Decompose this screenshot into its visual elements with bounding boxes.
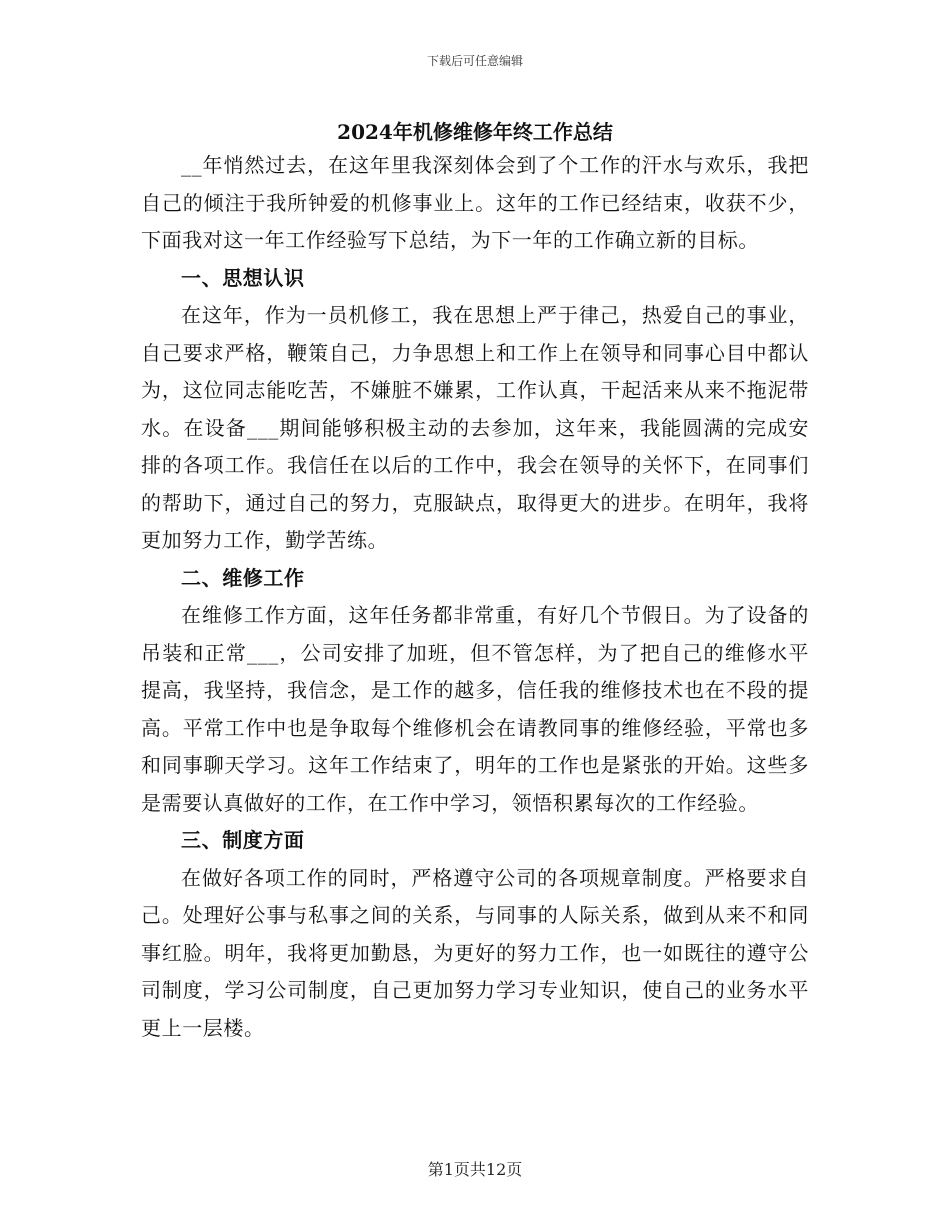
document-body [141,147,809,1047]
section-paragraph-rules: 在做好各项工作的同时，严格遵守公司的各项规章制度。严格要求自己。处理好公事与私事之间的关系，与同事的人际关系，做到从来不和同事红脸。明年，我将更加勤恳，为更好的努力工作，也一如既往的遵守公司制度，学习公司制度，自己更加努力学习专业知识，使自己的业务水平更上一层楼。 [141,865,809,1040]
section-heading-rules: 三、制度方面 [181,828,305,852]
page-number-indicator: 第1页共12页 [427,1160,523,1179]
section-paragraph-maintenance: 在维修工作方面，这年任务都非常重，有好几个节假日。为了设备的吊装和正常___，公司安排了加班，但不管怎样，为了把自己的维修水平提高，我坚持，我信念，是工作的越多，信任我的维修技术也在不段的提高。平常工作中也是争取每个维修机会在请教同事的维修经验，平常也多和同事聊天学习。这年工作结束了，明年的工作也是紧张的开始。这些多是需要认真做好的工作，在工作中学习，领悟积累每次的工作经验。 [141,603,809,815]
section-heading-maintenance: 二、维修工作 [181,565,305,590]
intro-paragraph: __年悄然过去，在这年里我深刻体会到了个工作的汗水与欢乐，我把自己的倾注于我所钟爱的机修事业上。这年的工作已经结束，收获不少，下面我对这一年工作经验写下总结，为下一年的工作确立新的目标。 [141,153,809,252]
section-heading-ideology: 一、思想认识 [181,265,305,290]
page-header-note: 下载后可任意编辑 [426,54,523,68]
section-paragraph-ideology: 在这年，作为一员机修工，我在思想上严于律己，热爱自己的事业，自己要求严格，鞭策自己，力争思想上和工作上在领导和同事心目中都认为，这位同志能吃苦，不嫌脏不嫌累，工作认真，干起活来从来不拖泥带水。在设备___期间能够积极主动的去参加，这年来，我能圆满的完成安排的各项工作。我信任在以后的工作中，我会在领导的关怀下，在同事们的帮助下，通过自己的努力，克服缺点，取得更大的进步。在明年，我将更加努力工作，勤学苦练。 [141,303,809,552]
document-title: 2024年机修维修年终工作总结 [337,120,613,144]
